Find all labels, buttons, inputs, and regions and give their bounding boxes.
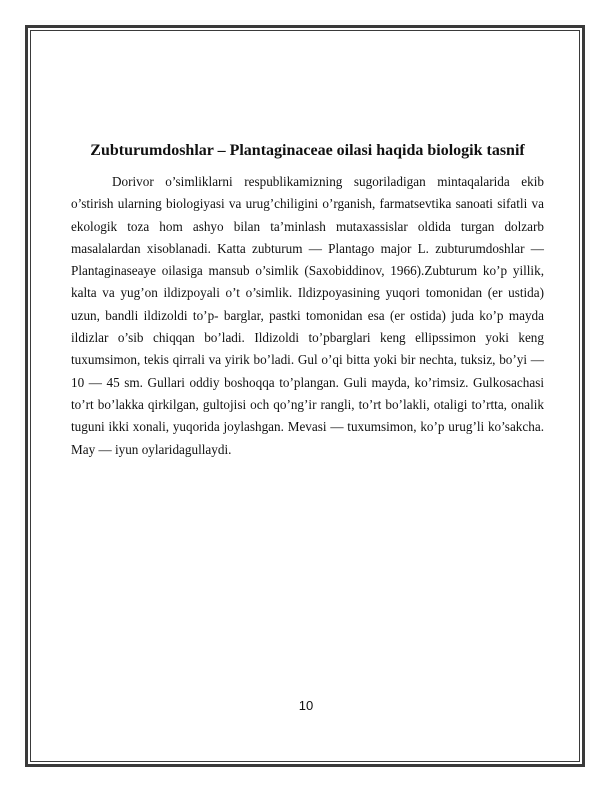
body-paragraph: Dorivor o’simliklarni respublikamizning sugoriladigan mintaqalarida ekib o’stirish ularning biologiyasi va urug’chiligini o’rganish, farmatsevtika sanoati sifatli va ekologik toza hom ashyo bilan ta’minlash mutaxassislar oldida turgan dolzarb masalalardan xisoblanadi. Katta zubturum — Plantago major L. zubturumdoshlar — Plantaginaseaye oilasiga mansub o’simlik (Saxobiddinov, 1966).Zubturum ko’p yillik, kalta va yug’on ildizpoyali o’t o’simlik. Ildizpoyasining yuqori tomonidan (er ustida) uzun, bandli ildizoldi to’p- barglar, pastki tomonidan esa (er ostida) juda ko’p mayda ildizlar o’sib chiqqan bo’ladi. Ildizoldi to’pbarglari keng ellipssimon yoki keng tuxumsimon, tekis qirrali va yirik bo’ladi. Gul o’qi bitta yoki bir nechta, tuksiz, bo’yi — 10 — 45 sm. Gullari oddiy boshoqqa to’plangan. Guli mayda, ko’rimsiz. Gulkosachasi to’rt bo’lakka qirkilgan, gultojisi och qo’ng’ir rangli, to’rt bo’lakli, otaligi to’rtta, onalik tuguni ikki xonali, yuqorida joylashgan. Mevasi — tuxumsimon, ko’p urug’li ko’sakcha. May — iyun oylaridagullaydi.	[71, 174, 544, 457]
document-title: Zubturumdoshlar – Plantaginaceae oilasi haqida biologik tasnif	[90, 142, 525, 159]
page-number: 10	[298, 698, 314, 713]
document-content	[71, 137, 544, 461]
